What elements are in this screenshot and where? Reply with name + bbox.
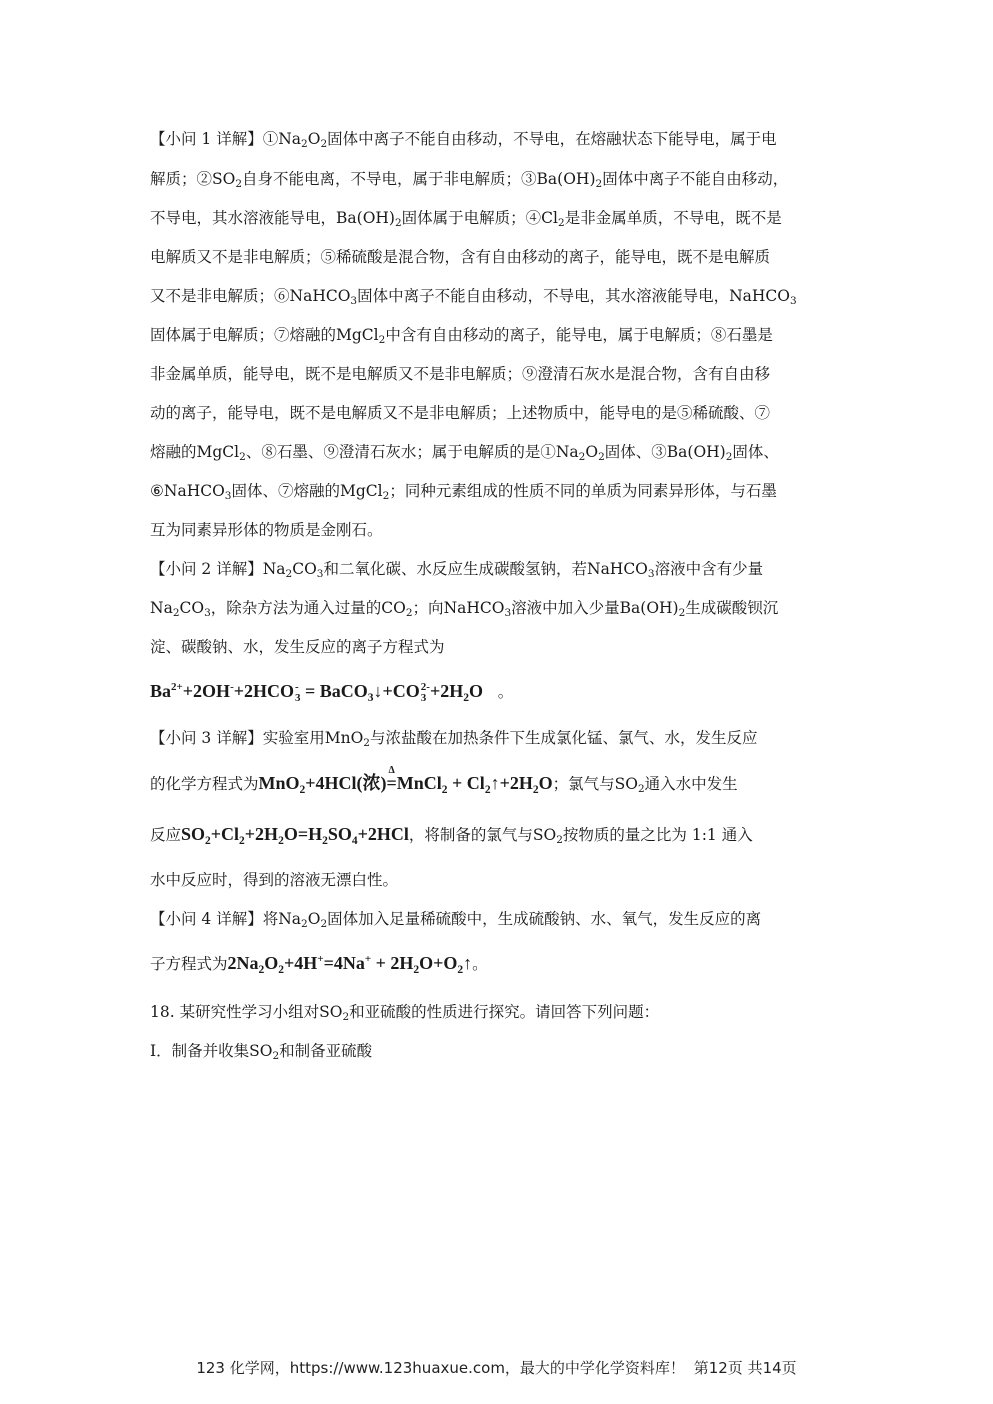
question-18: 18. 某研究性学习小组对$SO_2$和亚硫酸的性质进行探究。请回答下列问题： [150, 1003, 660, 1023]
page-footer [0, 1357, 993, 1378]
p1-line-3: 不导电，其水溶液能导电，$Ba(OH)_2$固体属于电解质；$④Cl_2$是非金属单质，不导电，既不是 [150, 209, 782, 229]
p1-line-6: 固体属于电解质；⑦熔融的MgCl$_2$中含有自由移动的离子，能导电，属于电解质；⑧石墨是 [150, 326, 773, 346]
p1-line-5: 又不是非电解质；⑥NaHCO$_3$固体中离子不能自由移动，不导电，其水溶液能导电，NaHCO$_3$ [150, 287, 797, 307]
p4-line-1: 【小问 4 详解】将$Na_2O_2$固体加入足量稀硫酸中，生成硫酸钠、水、氧气，发生反应的离 [150, 910, 762, 930]
p2-line-2: $Na_2CO_3$，除杂方法为通入过量的$CO_2$；向NaHCO$_3$溶液中加入少量$Ba(OH)_2$生成碳酸钡沉 [150, 599, 779, 619]
p4-line-2: 子方程式为$2Na_2O_2+4H^+=4Na^+$ + $2H_2O+O_2↑$。 [150, 953, 488, 976]
p3-line-2: 的化学方程式为MnO$_2$+4HCl(浓) Δ =MnCl$_2$ + $Cl_2↑+2H_2O$；氯气与$SO_2$通入水中发生 [150, 765, 738, 796]
p1-line-1: 【小问 1 详解】$①Na_2O_2$固体中离子不能自由移动，不导电，在熔融状态下能导电，属于电 [150, 130, 777, 150]
p1-line-7: 非金属单质，能导电，既不是电解质又不是非电解质；⑨澄清石灰水是混合物，含有自由移 [150, 365, 771, 383]
p2-line-1: 【小问 2 详解】$Na_2CO_3$和二氧化碳、水反应生成碳酸氢钠，若NaHCO$_3$溶液中含有少量 [150, 560, 764, 580]
p2-ionic-equation: $Ba^{2+}+2OH^-+2HCO$ - 3 = BaCO$_3$↓+CO 2- 3 $+2H_2O$ 。 [150, 680, 514, 704]
footer-page-number: 第12页 共14页 [693, 1359, 797, 1377]
question-18-part-1: I．制备并收集$SO_2$和制备亚硫酸 [150, 1042, 373, 1062]
p3-line-4: 水中反应时，得到的溶液无漂白性。 [150, 871, 399, 889]
p1-line-4: 电解质又不是非电解质；⑤稀硫酸是混合物，含有自由移动的离子，能导电，既不是电解质 [150, 248, 771, 266]
footer-site-text: 123 化学网，https://www.123huaxue.com，最大的中学化学资料库！ [196, 1359, 685, 1377]
p3-line-3: 反应$SO_2+Cl_2+2H_2O=H_2SO_4+2HCl$，将制备的氯气与$SO_2$按物质的量之比为 1:1 通入 [150, 824, 753, 847]
p1-line-8: 动的离子，能导电，既不是电解质又不是非电解质；上述物质中，能导电的是⑤稀硫酸、⑦ [150, 404, 771, 422]
p1-line-9: 熔融的MgCl$_2$、⑧石墨、⑨澄清石灰水；属于电解质的是$①Na_2O_2$固体、$③Ba(OH)_2$固体、 [150, 443, 779, 463]
p1-line-10: ⑥NaHCO$_3$固体、⑦熔融的MgCl$_2$；同种元素组成的性质不同的单质为同素异形体，与石墨 [150, 482, 777, 502]
p1-line-2: 解质；$②SO_2$自身不能电离，不导电，属于非电解质；$③Ba(OH)_2$固体中离子不能自由移动， [150, 170, 789, 190]
p2-line-3: 淀、碳酸钠、水，发生反应的离子方程式为 [150, 638, 445, 656]
p3-line-1: 【小问 3 详解】实验室用MnO$_2$与浓盐酸在加热条件下生成氯化锰、氯气、水，发生反应 [150, 729, 758, 749]
p1-line-11: 互为同素异形体的物质是金刚石。 [150, 521, 383, 539]
